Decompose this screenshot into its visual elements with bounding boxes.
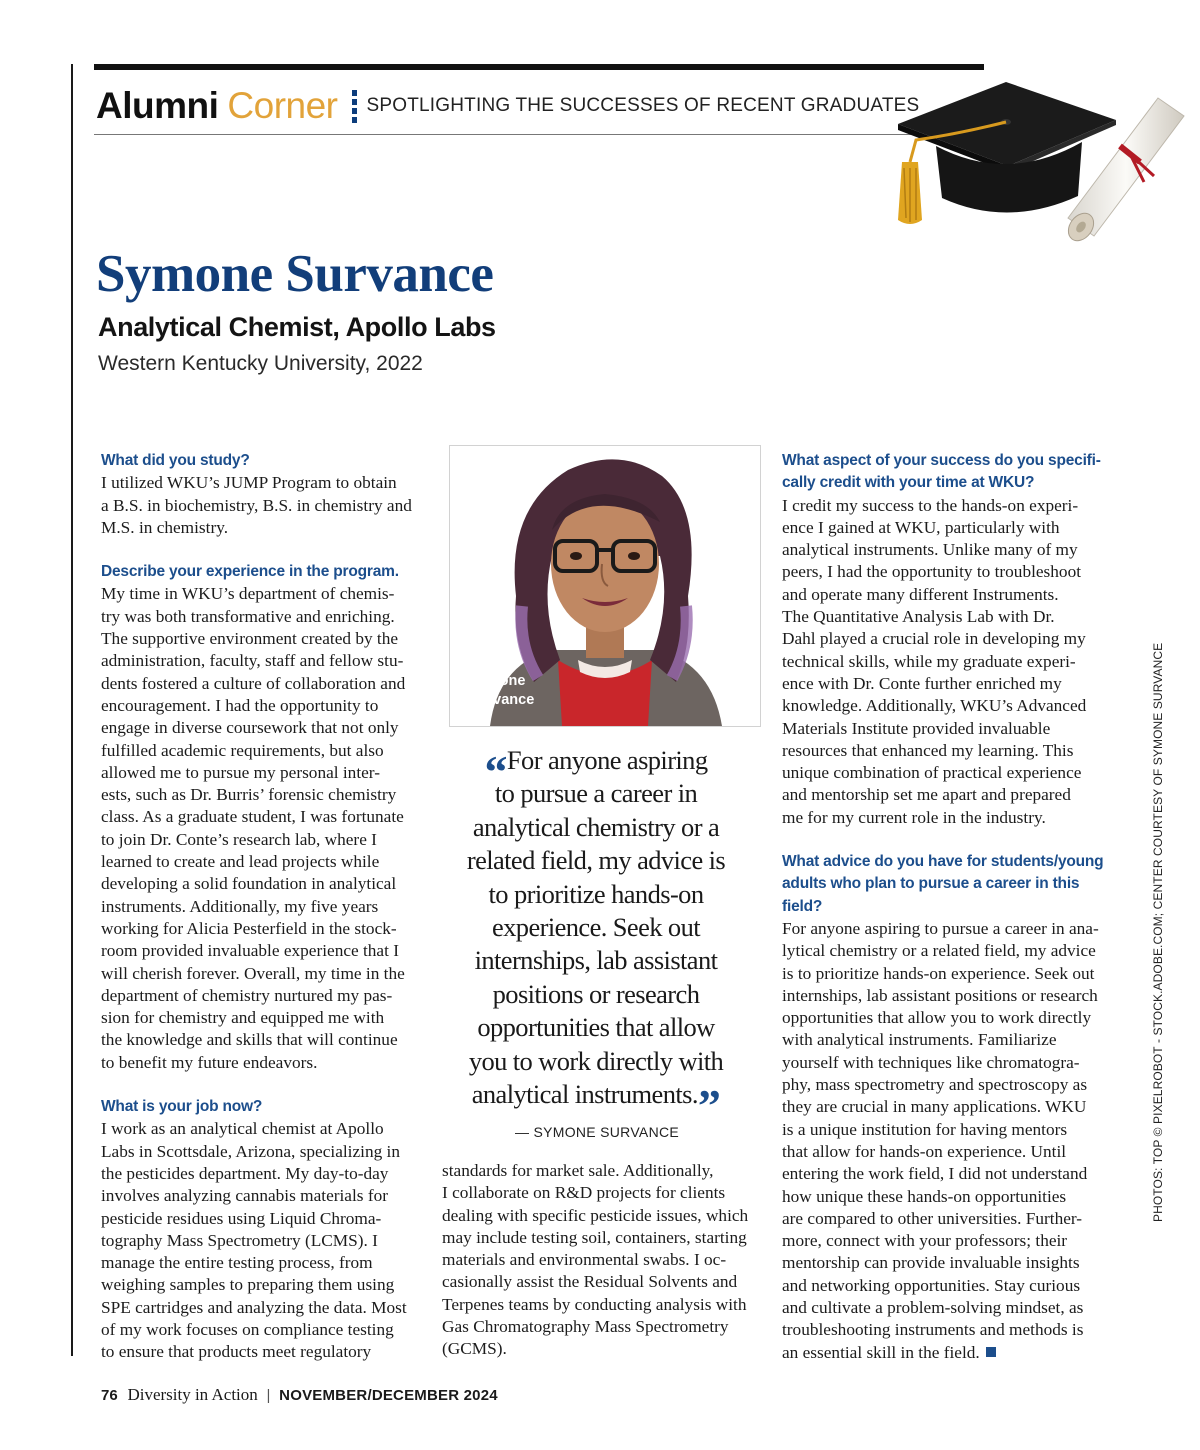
question-study: What did you study? bbox=[101, 452, 250, 469]
footer-separator: | bbox=[266, 1387, 271, 1404]
answer-study: I utilized WKU’s JUMP Program to obtain a B.S. in biochemistry, B.S. in chemistry and M.S. in chemistry. bbox=[101, 473, 412, 537]
answer-experience: My time in WKU’s department of chemis- try was both transformative and enriching. The supportive environment created by the administration, faculty, staff and fellow stu- dents fostered a culture of collaboration and encouragement. I had the opportunity to engage in diverse coursework that not only fulfilled academic requirements, but also allowed me to pursue my personal inter- ests, such as Dr. Burris’ forensic chemistry class. As a graduate student, I was fortunate to join Dr. Conte’s research lab, where I learned to create and lead projects while developing a solid foundation in analytical instruments. Additionally, my five years working for Alicia Pesterfield in the stock- room provided invaluable experience that I will cherish forever. Overall, my time in the department of chemistry nurtured my pas- sion for chemistry and equipped me with the knowledge and skills that will continue to benefit my future endeavors. bbox=[101, 584, 406, 1072]
column-2-continued bbox=[442, 1160, 772, 1361]
question-experience: Describe your experience in the program. bbox=[101, 563, 399, 581]
quote-attribution: — SYMONE SURVANCE bbox=[514, 1124, 680, 1140]
answer-advice: For anyone aspiring to pursue a career in ana- lytical chemistry or a related field, my advice is to prioritize hands-on experience. Seek out internships, lab assistant positions or research opportunities that allow you to work directly with analytical instruments. Familiarize yourself with techniques like chromatogra- phy, mass spectrometry and spectroscopy as they are crucial in many applications. WKU is a unique institution for having mentors that allow for hands-on experience. Until entering the work field, I did not understand how unique these hands-on opportunities are compared to other universities. Further- more, connect with your professors; their mentorship can provide invaluable insights and networking opportunities. Stay curious and cultivate a problem-solving mindset, as troubleshooting instruments and methods is an essential skill in the field. bbox=[782, 918, 1099, 1362]
answer-job-continued: standards for market sale. Additionally, I collaborate on R&D projects for clients dealing with specific pesticide issues, which may include testing soil, containers, starting materials and environmental swabs. I oc- casionally assist the Residual Solvents and Terpenes teams by conducting analysis with Gas Chromatography Mass Spectrometry (GCMS). bbox=[442, 1161, 749, 1359]
answer-success: I credit my success to the hands-on experi- ence I gained at WKU, particularly with analytical instruments. Unlike many of my peers, I had the opportunity to troubleshoot and operate many different Instruments. The Quantitative Analysis Lab with Dr. Dahl played a crucial role in developing my technical skills, while my graduate experi- ence with Dr. Conte further enriched my knowledge. Additionally, WKU’s Advanced Materials Institute provided invaluable resources that enhanced my learning. This unique combination of practical experience and mentorship set me apart and prepared me for my current role in the industry. bbox=[782, 495, 1087, 827]
pull-quote: “For anyone aspiring to pursue a career in analytical chemistry or a related field, my advice is to prioritize hands-on experience. Seek out internships, lab assistant positions or research opportunities that allow you to work directly with analytical instruments.” bbox=[466, 745, 726, 1132]
open-quote-icon: “ bbox=[484, 746, 507, 797]
photo-caption: Symone Survance bbox=[469, 673, 535, 708]
question-success: What aspect of your success do you specifi- cally credit with your time at WKU? bbox=[782, 452, 1101, 492]
brand-corner: Corner bbox=[227, 85, 338, 126]
graduation-cap-icon bbox=[858, 58, 1194, 254]
brand-alumni: Alumni bbox=[96, 85, 219, 126]
top-rule bbox=[94, 64, 984, 70]
close-quote-icon: ” bbox=[697, 1080, 721, 1132]
question-job: What is your job now? bbox=[101, 1098, 263, 1116]
question-advice: What advice do you have for students/young adults who plan to pursue a career in this field? bbox=[782, 853, 1104, 915]
header-underline bbox=[94, 134, 924, 135]
issue-date: NOVEMBER/DECEMBER 2024 bbox=[279, 1387, 498, 1404]
column-1 bbox=[101, 450, 431, 1364]
profile-name: Symone Survance bbox=[96, 245, 494, 303]
profile-title: Analytical Chemist, Apollo Labs bbox=[98, 312, 496, 342]
left-margin-rule bbox=[71, 64, 73, 1356]
page-footer bbox=[101, 1385, 498, 1405]
header-divider bbox=[352, 90, 357, 123]
section-tagline: SPOTLIGHTING THE SUCCESSES OF RECENT GRADUATES bbox=[366, 95, 920, 116]
page-number: 76 bbox=[101, 1387, 118, 1404]
profile-school: Western Kentucky University, 2022 bbox=[98, 352, 423, 375]
publication-name: Diversity in Action bbox=[127, 1385, 258, 1404]
end-mark-icon bbox=[986, 1347, 996, 1357]
column-3 bbox=[782, 450, 1112, 1364]
section-header bbox=[96, 80, 919, 132]
answer-job: I work as an analytical chemist at Apollo Labs in Scottsdale, Arizona, specializing in the pesticides department. My day-to-day involves analyzing cannabis materials for pesticide residues using Liquid Chroma- tography Mass Spectrometry (LCMS). I manage the entire testing process, from weighing samples to preparing them using SPE cartridges and analyzing the data. Most of my work focuses on compliance testing to ensure that products meet regulatory bbox=[101, 1119, 407, 1362]
photo-credit: PHOTOS: TOP © PIXELROBOT - STOCK.ADOBE.COM; CENTER COURTESY OF SYMONE SURVANCE bbox=[1151, 642, 1165, 1222]
